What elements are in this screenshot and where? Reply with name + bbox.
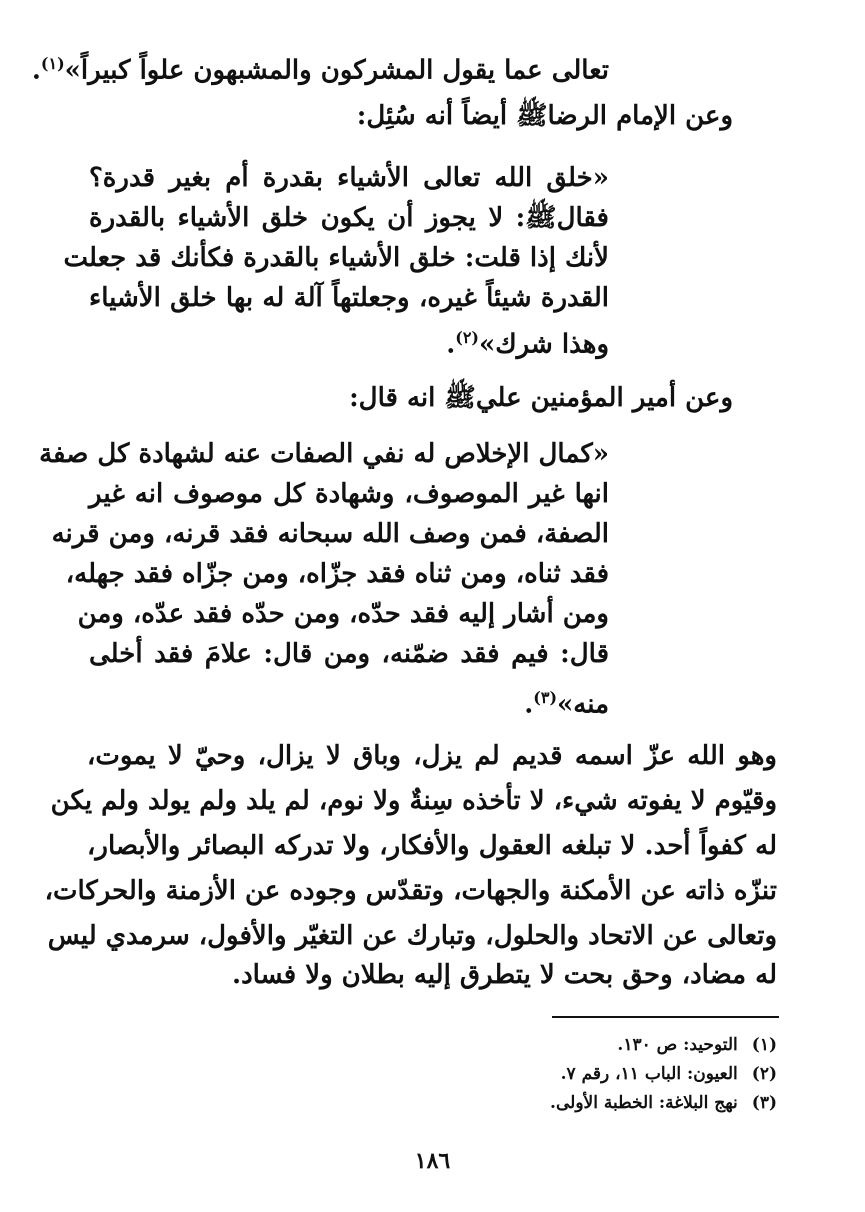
quote2-line: الصفة، فمن وصف الله سبحانه فقد قرنه، ومن قرنه: [51, 519, 609, 549]
page-number: ١٨٦: [414, 1148, 451, 1174]
body-line: تنزّه ذاته عن الأمكنة والجهات، وتقدّس وجوده عن الأزمنة والحركات،: [44, 876, 777, 906]
quote2-line: فقد ثناه، ومن ثناه فقد جزّاه، ومن جزّاه فقد جهله،: [65, 559, 609, 589]
footnote-number: (١): [751, 1035, 777, 1055]
footnote-number: (٣): [751, 1093, 777, 1113]
footnote-2: [561, 1059, 777, 1089]
body-last-line: له مضاد، وحق بحت لا يتطرق إليه بطلان ولا فساد.: [232, 960, 777, 990]
quote2-last-line: [524, 678, 609, 725]
body-line: وهو الله عزّ اسمه قديم لم يزل، وباق لا يزال، وحيّ لا يموت،: [87, 741, 777, 771]
body-line: وقيّوم لا يفوته شيء، لا تأخذه سِنةٌ ولا نوم، لم يلد ولم يولد ولم يكن: [50, 786, 777, 816]
intro-line-1-end: .: [31, 55, 41, 86]
footnote-ref-3: (٣): [533, 688, 558, 707]
intro-line-1-text: تعالى عما يقول المشركون والمشبهون علواً كبيراً»: [64, 55, 609, 86]
quote1-line: «خلق الله تعالى الأشياء بقدرة أم بغير قدرة؟: [89, 163, 609, 193]
quote1-line: لأنك إذا قلت: خلق الأشياء بالقدرة فكأنك قد جعلت: [63, 243, 609, 273]
footnote-text: العيون: الباب ١١، رقم ٧.: [560, 1064, 738, 1084]
body-line: وتعالى عن الاتحاد والحلول، وتبارك عن التغيّر والأفول، سرمدي ليس: [47, 921, 777, 951]
body-line: له كفواً أحد. لا تبلغه العقول والأفكار، ولا تدركه البصائر والأبصار،: [87, 831, 777, 861]
quote2-line: قال: فيم فقد ضمّنه، ومن قال: علامَ فقد أخلى: [89, 639, 609, 669]
quote1-last-line: [446, 318, 609, 365]
quote2-line: ومن أشار إليه فقد حدّه، ومن حدّه فقد عدّه، ومن: [77, 599, 609, 629]
quote1-last-text: وهذا شرك»: [479, 329, 609, 360]
quote1-last-end: .: [446, 329, 456, 360]
intro-line-1: [32, 44, 609, 91]
quote2-line: «كمال الإخلاص له نفي الصفات عنه لشهادة كل صفة: [39, 439, 609, 469]
quote2-last-text: منه»: [557, 689, 609, 720]
quote1-line: فقالﷺ: لا يجوز أن يكون خلق الأشياء بالقدرة: [89, 203, 609, 233]
footnote-1: [617, 1030, 777, 1060]
footnote-3: [550, 1088, 777, 1118]
footnote-ref-2: (٢): [455, 328, 479, 347]
intro-line-2: وعن الإمام الرضاﷺ أيضاً أنه سُئِل:: [356, 101, 733, 131]
footnote-separator: [552, 1016, 779, 1018]
footnote-text: التوحيد: ص ١٣٠.: [617, 1035, 738, 1055]
quote2-line: انها غير الموصوف، وشهادة كل موصوف انه غير: [89, 479, 609, 509]
quote1-line: القدرة شيئاً غيره، وجعلتهاً آلة له بها خلق الأشياء: [89, 283, 609, 313]
footnote-number: (٢): [751, 1064, 777, 1084]
footnote-ref-1: (١): [40, 54, 65, 73]
intro2-line: وعن أمير المؤمنين عليﷺ انه قال:: [349, 383, 733, 413]
quote2-last-end: .: [524, 689, 534, 720]
footnote-text: نهج البلاغة: الخطبة الأولى.: [550, 1093, 738, 1113]
